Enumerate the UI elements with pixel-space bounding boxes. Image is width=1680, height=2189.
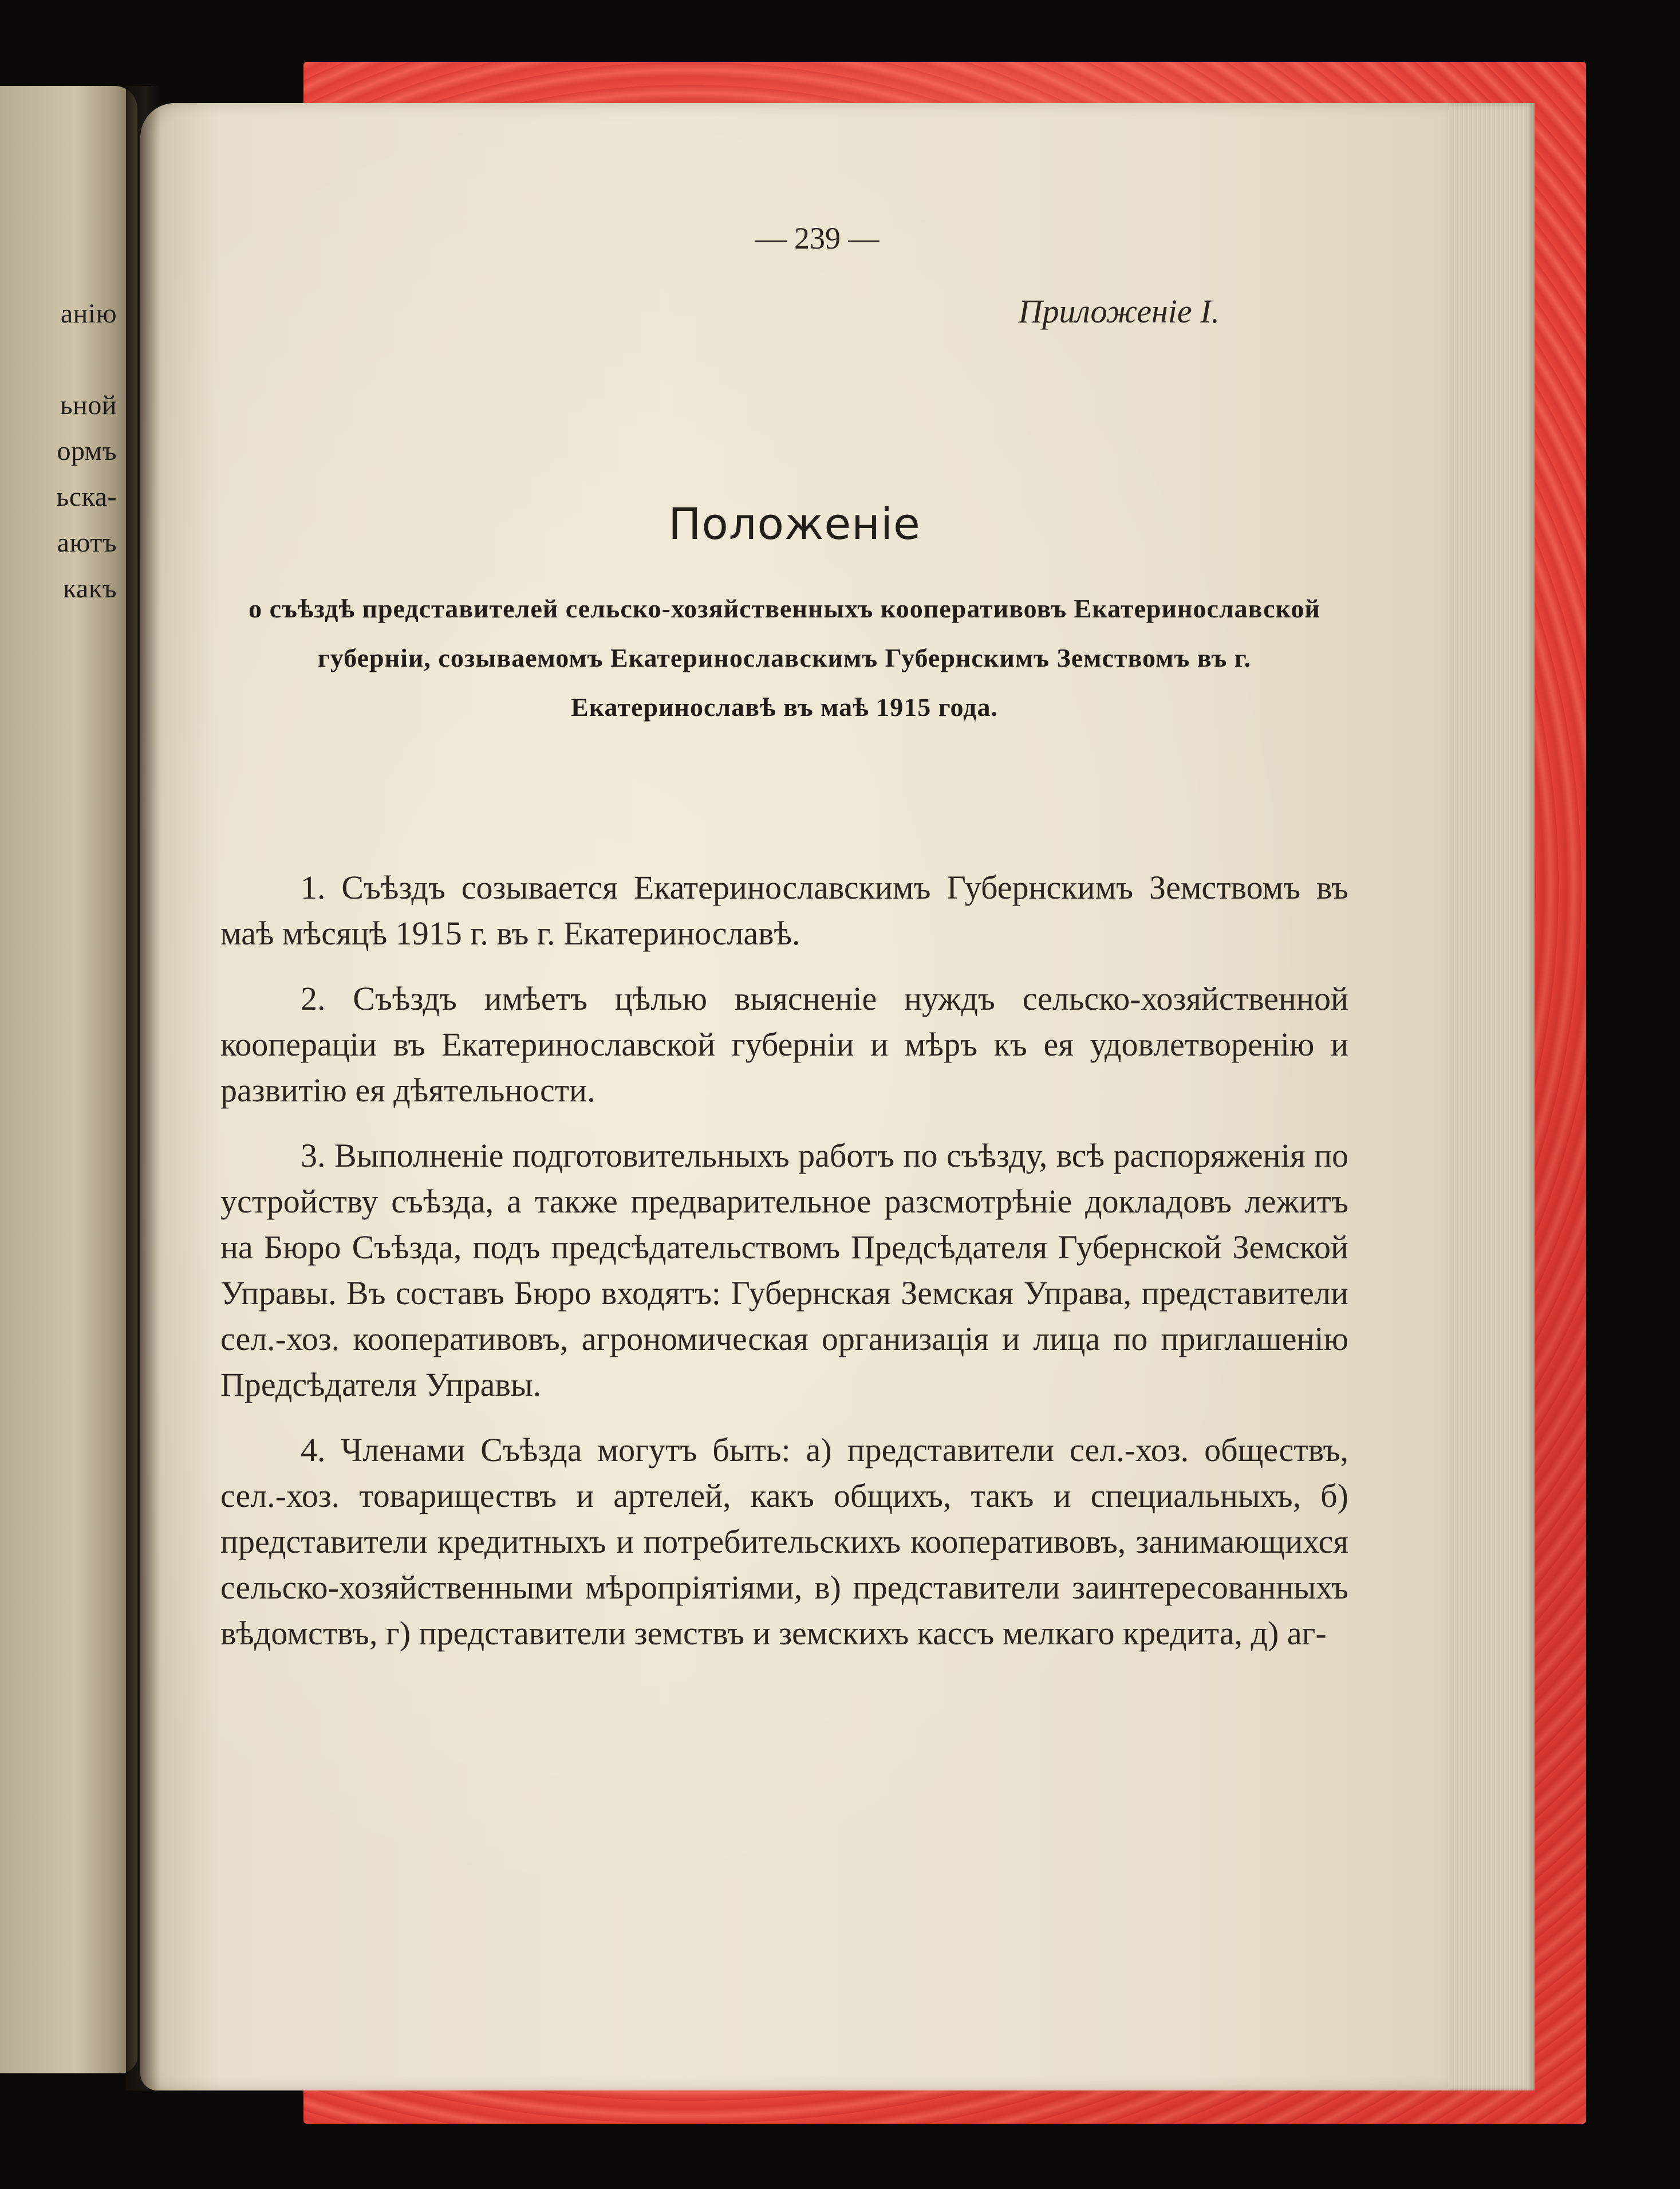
document-subtitle: о съѣздѣ представителей сельско-хозяйственныхъ кооперативовъ Екатеринославской губернiи, созываемомъ Екатеринославскимъ Губернскимъ Земствомъ въ г. Екатеринославѣ въ маѣ 1915 года. [249,594,1320,722]
paragraph-1: 1. Съѣздъ созывается Екатеринославскимъ Губернскимъ Земствомъ въ маѣ мѣсяцѣ 1915 г. въ г. Екатеринославѣ. [220,869,1348,952]
paragraph-3: 3. Выполненiе подготовительныхъ работъ по съѣзду, всѣ распоряженiя по устройству съѣзда, а также предварительное разсмотрѣнiе докладовъ лежитъ на Бюро Съѣзда, подъ предсѣдательствомъ Предсѣдателя Губернской Земской Управы. Въ составъ Бюро входятъ: Губернская Земская Управа, представители сел.-хоз. кооперативовъ, агрономическая организацiя и лица по приглашенiю Предсѣдателя Управы. [220,1137,1348,1403]
left-page-line: аютъ [57,527,117,558]
left-page-line: ормъ [57,436,117,466]
book-page [140,103,1449,2090]
document-title: Положенiе [668,498,921,549]
left-page-line: какъ [62,573,117,604]
paragraph-4: 4. Членами Съѣзда могутъ быть: а) представители сел.-хоз. обществъ, сел.-хоз. товариществъ и артелей, какъ общихъ, такъ и специальныхъ, б) представители кредитныхъ и потребительскихъ кооперативовъ, занимающихся сельско-хозяйственными мѣропрiятiями, в) представители заинтересованныхъ вѣдомствъ, г) представители земствъ и земскихъ кассъ мелкаго кредита, д) аг- [220,1431,1348,1652]
left-page-line: ьска- [56,482,117,512]
body-text [220,865,1348,1676]
page-number: — 239 — [755,221,880,255]
left-page [0,86,137,2073]
left-page-line: ьной [60,390,117,420]
appendix-label: Приложенiе I. [1018,293,1220,330]
left-page-line: анію [60,298,117,329]
paragraph-2: 2. Съѣздъ имѣетъ цѣлью выясненiе нуждъ сельско-хозяйственной кооперацiи въ Екатеринославской губернiи и мѣръ къ ея удовлетворенiю и развитiю ея дѣятельности. [220,980,1348,1109]
gutter-shadow [126,86,160,2090]
